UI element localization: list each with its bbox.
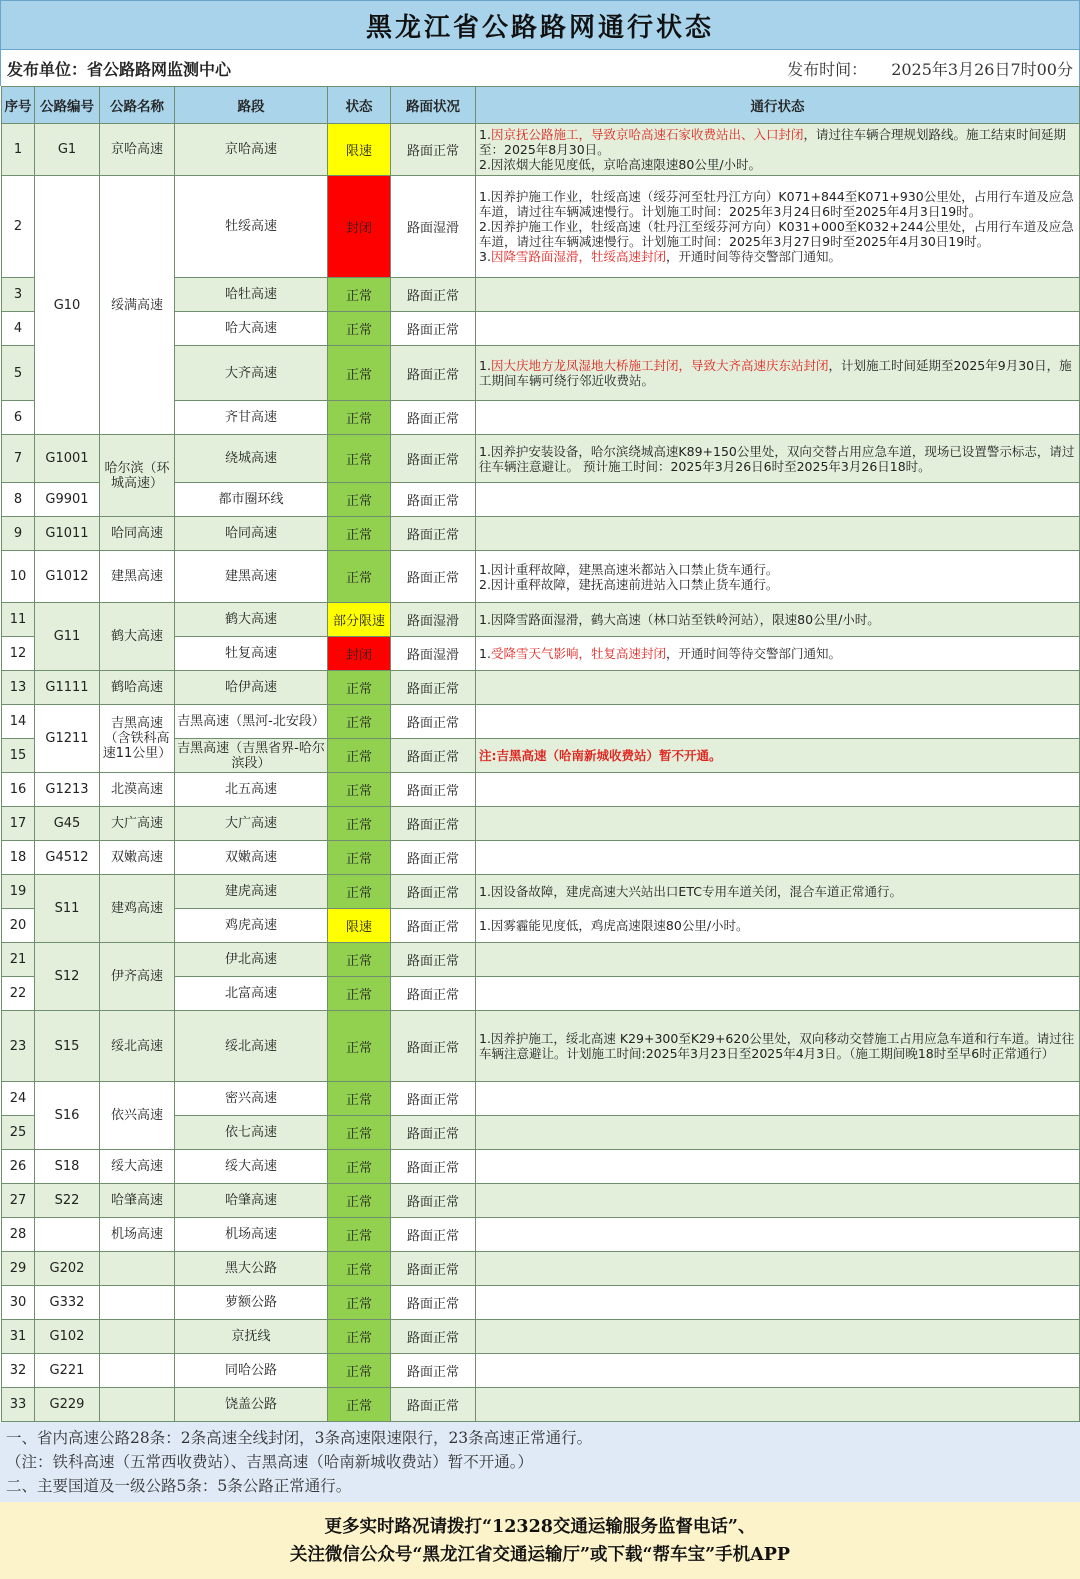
road-segment: 哈肇高速 xyxy=(175,1184,328,1218)
row-index: 2 xyxy=(2,176,35,278)
surface-status: 路面正常 xyxy=(391,401,476,435)
highway-name xyxy=(100,1388,175,1422)
highway-name: 伊齐高速 xyxy=(100,943,175,1011)
surface-status: 路面正常 xyxy=(391,875,476,909)
description-text: 1. xyxy=(479,358,491,373)
description-text: 1.因雾霾能见度低，鸡虎高速限速80公里/小时。 xyxy=(479,918,749,933)
highway-name xyxy=(100,1354,175,1388)
header-traffic: 通行状态 xyxy=(476,87,1080,124)
road-segment: 哈大高速 xyxy=(175,312,328,346)
row-index: 25 xyxy=(2,1116,35,1150)
status-badge: 正常 xyxy=(328,1354,391,1388)
highway-name: 吉黑高速（含铁科高速11公里） xyxy=(100,705,175,773)
traffic-description xyxy=(476,1320,1080,1354)
header-index: 序号 xyxy=(2,87,35,124)
publish-time-label: 发布时间： xyxy=(787,59,868,79)
surface-status: 路面湿滑 xyxy=(391,176,476,278)
summary-line: 二、主要国道及一级公路5条：5条公路正常通行。 xyxy=(6,1477,352,1495)
status-badge: 正常 xyxy=(328,1218,391,1252)
highway-code: G9901 xyxy=(35,483,100,517)
highway-code: S15 xyxy=(35,1011,100,1082)
status-badge: 正常 xyxy=(328,401,391,435)
surface-status: 路面正常 xyxy=(391,1184,476,1218)
description-text: 1.因计重秤故障，建黑高速米都站入口禁止货车通行。 xyxy=(479,561,779,577)
table-row xyxy=(2,1388,1080,1422)
traffic-description xyxy=(476,875,1080,909)
description-text: 2.因计重秤故障，建抚高速前进站入口禁止货车通行。 xyxy=(479,576,779,592)
status-badge: 正常 xyxy=(328,278,391,312)
description-text: ，开通时间等待交警部门通知。 xyxy=(665,249,841,264)
publish-time: 2025年3月26日7时00分 xyxy=(891,59,1073,79)
traffic-description xyxy=(476,483,1080,517)
description-text: 1.因降雪路面湿滑，鹤大高速（林口站至铁岭河站），限速80公里/小时。 xyxy=(479,612,880,627)
row-index: 6 xyxy=(2,401,35,435)
table-header-row xyxy=(2,87,1080,124)
description-text: ，计划施工时间延期至2025年9月30日，施工期间车辆可绕行邻近收费站。 xyxy=(479,358,1072,388)
highway-name: 鹤大高速 xyxy=(100,603,175,671)
header-name: 公路名称 xyxy=(100,87,175,124)
status-badge: 封闭 xyxy=(328,637,391,671)
description-text: 1.因养护施工作业，牡绥高速（绥芬河至牡丹江方向）K071+844至K071+930公里处，占用行车道及应急车道，请过往车辆减速慢行。计划施工时间：2025年3月24日6时至2025年4月3日19时。 xyxy=(479,189,1074,219)
header-segment: 路段 xyxy=(175,87,328,124)
traffic-description xyxy=(476,841,1080,875)
status-badge: 限速 xyxy=(328,909,391,943)
traffic-description xyxy=(476,977,1080,1011)
road-segment: 北五高速 xyxy=(175,773,328,807)
description-text: 1. xyxy=(479,127,491,142)
road-segment: 机场高速 xyxy=(175,1218,328,1252)
traffic-description xyxy=(476,1388,1080,1422)
surface-status: 路面湿滑 xyxy=(391,603,476,637)
table-row xyxy=(2,603,1080,637)
row-index: 4 xyxy=(2,312,35,346)
description-text: 注:吉黑高速（哈南新城收费站）暂不开通。 xyxy=(479,748,722,763)
status-badge: 正常 xyxy=(328,977,391,1011)
description-text: 1.因养护施工，绥北高速 K29+300至K29+620公里处，双向移动交替施工占用应急车道和行车道。请过往车辆注意避让。计划施工时间:2025年3月23日至2025年4月3日。（施工期间晚18时至早6时正常通行） xyxy=(479,1031,1075,1061)
surface-status: 路面正常 xyxy=(391,517,476,551)
table-row xyxy=(2,435,1080,483)
status-badge: 正常 xyxy=(328,807,391,841)
status-badge: 正常 xyxy=(328,1286,391,1320)
row-index: 8 xyxy=(2,483,35,517)
traffic-description xyxy=(476,773,1080,807)
traffic-description xyxy=(476,312,1080,346)
status-badge: 正常 xyxy=(328,1252,391,1286)
road-segment: 鸡虎高速 xyxy=(175,909,328,943)
status-badge: 正常 xyxy=(328,1150,391,1184)
traffic-description xyxy=(476,807,1080,841)
status-badge: 正常 xyxy=(328,739,391,773)
traffic-description xyxy=(476,943,1080,977)
surface-status: 路面湿滑 xyxy=(391,637,476,671)
footer xyxy=(0,1502,1080,1579)
road-segment: 鹤大高速 xyxy=(175,603,328,637)
row-index: 5 xyxy=(2,346,35,401)
summary xyxy=(0,1422,1080,1502)
table-row xyxy=(2,875,1080,909)
highway-code: G11 xyxy=(35,603,100,671)
traffic-description xyxy=(476,909,1080,943)
row-index: 19 xyxy=(2,875,35,909)
row-index: 9 xyxy=(2,517,35,551)
row-index: 23 xyxy=(2,1011,35,1082)
description-text: 因降雪路面湿滑，牡绥高速封闭 xyxy=(490,249,666,264)
status-badge: 正常 xyxy=(328,671,391,705)
highway-code: G1 xyxy=(35,124,100,176)
footer-line: 关注微信公众号“黑龙江省交通运输厅”或下载“帮车宝”手机APP xyxy=(289,1544,791,1565)
row-index: 22 xyxy=(2,977,35,1011)
row-index: 26 xyxy=(2,1150,35,1184)
road-segment: 伊北高速 xyxy=(175,943,328,977)
status-badge: 正常 xyxy=(328,1011,391,1082)
surface-status: 路面正常 xyxy=(391,124,476,176)
table-row xyxy=(2,1286,1080,1320)
road-segment: 同哈公路 xyxy=(175,1354,328,1388)
table-row xyxy=(2,841,1080,875)
row-index: 33 xyxy=(2,1388,35,1422)
status-badge: 正常 xyxy=(328,1320,391,1354)
table-row xyxy=(2,517,1080,551)
highway-code xyxy=(35,1218,100,1252)
row-index: 10 xyxy=(2,551,35,603)
publish-time-block xyxy=(763,57,1073,80)
surface-status: 路面正常 xyxy=(391,773,476,807)
table-row xyxy=(2,124,1080,176)
table-row xyxy=(2,1184,1080,1218)
highway-name: 绥大高速 xyxy=(100,1150,175,1184)
surface-status: 路面正常 xyxy=(391,278,476,312)
road-segment: 齐甘高速 xyxy=(175,401,328,435)
row-index: 31 xyxy=(2,1320,35,1354)
status-badge: 部分限速 xyxy=(328,603,391,637)
surface-status: 路面正常 xyxy=(391,1252,476,1286)
status-badge: 正常 xyxy=(328,841,391,875)
surface-status: 路面正常 xyxy=(391,435,476,483)
highway-name: 建黑高速 xyxy=(100,551,175,603)
description-text: ，开通时间等待交警部门通知。 xyxy=(665,646,841,661)
road-segment: 吉黑高速（吉黑省界-哈尔滨段） xyxy=(175,739,328,773)
highway-name: 哈尔滨（环城高速） xyxy=(100,435,175,517)
header-surface: 路面状况 xyxy=(391,87,476,124)
status-badge: 正常 xyxy=(328,875,391,909)
highway-code: G102 xyxy=(35,1320,100,1354)
status-badge: 正常 xyxy=(328,1082,391,1116)
highway-name: 建鸡高速 xyxy=(100,875,175,943)
highway-code: G1011 xyxy=(35,517,100,551)
description-text: 2.因浓烟大能见度低，京哈高速限速80公里/小时。 xyxy=(479,157,762,172)
traffic-description xyxy=(476,517,1080,551)
highway-name: 哈同高速 xyxy=(100,517,175,551)
highway-name: 大广高速 xyxy=(100,807,175,841)
road-segment: 哈牡高速 xyxy=(175,278,328,312)
surface-status: 路面正常 xyxy=(391,943,476,977)
row-index: 15 xyxy=(2,739,35,773)
surface-status: 路面正常 xyxy=(391,1218,476,1252)
highway-code: G202 xyxy=(35,1252,100,1286)
traffic-description xyxy=(476,401,1080,435)
highway-name: 鹤哈高速 xyxy=(100,671,175,705)
traffic-description xyxy=(476,1184,1080,1218)
table-row xyxy=(2,773,1080,807)
traffic-description xyxy=(476,551,1080,603)
description-text: ，请过往车辆合理规划路线。施工结束时间延期至：2025年8月30日。 xyxy=(479,127,1066,157)
road-segment: 绕城高速 xyxy=(175,435,328,483)
highway-code: G45 xyxy=(35,807,100,841)
surface-status: 路面正常 xyxy=(391,551,476,603)
traffic-description xyxy=(476,603,1080,637)
highway-name: 京哈高速 xyxy=(100,124,175,176)
row-index: 13 xyxy=(2,671,35,705)
publisher: 发布单位：省公路路网监测中心 xyxy=(7,59,232,79)
surface-status: 路面正常 xyxy=(391,977,476,1011)
status-badge: 正常 xyxy=(328,517,391,551)
table-row xyxy=(2,551,1080,603)
traffic-description xyxy=(476,124,1080,176)
description-text: 2.因养护施工作业，牡绥高速（牡丹江至绥芬河方向）K031+000至K032+244公里处，占用行车道及应急车道，请过往车辆减速慢行。计划施工时间：2025年3月27日9时至2025年4月30日19时。 xyxy=(479,219,1074,249)
row-index: 3 xyxy=(2,278,35,312)
surface-status: 路面正常 xyxy=(391,1011,476,1082)
traffic-description xyxy=(476,671,1080,705)
surface-status: 路面正常 xyxy=(391,1354,476,1388)
highway-name xyxy=(100,1286,175,1320)
header-code: 公路编号 xyxy=(35,87,100,124)
description-text: 因大庆地方龙凤湿地大桥施工封闭，导致大齐高速庆东站封闭 xyxy=(490,358,829,373)
status-badge: 正常 xyxy=(328,1184,391,1218)
highway-code: S16 xyxy=(35,1082,100,1150)
traffic-description xyxy=(476,278,1080,312)
road-segment: 依七高速 xyxy=(175,1116,328,1150)
road-segment: 吉黑高速（黑河-北安段） xyxy=(175,705,328,739)
highway-code: G1213 xyxy=(35,773,100,807)
highway-name xyxy=(100,1252,175,1286)
highway-name: 依兴高速 xyxy=(100,1082,175,1150)
description-text: 因京抚公路施工，导致京哈高速石家收费站出、入口封闭 xyxy=(490,127,804,142)
road-segment: 饶盖公路 xyxy=(175,1388,328,1422)
surface-status: 路面正常 xyxy=(391,1286,476,1320)
highway-code: G1111 xyxy=(35,671,100,705)
surface-status: 路面正常 xyxy=(391,1320,476,1354)
surface-status: 路面正常 xyxy=(391,1150,476,1184)
traffic-description xyxy=(476,1286,1080,1320)
road-segment: 大广高速 xyxy=(175,807,328,841)
highway-code: S12 xyxy=(35,943,100,1011)
status-table xyxy=(1,86,1080,1422)
highway-code: S22 xyxy=(35,1184,100,1218)
road-segment: 牡复高速 xyxy=(175,637,328,671)
highway-code: G1012 xyxy=(35,551,100,603)
row-index: 12 xyxy=(2,637,35,671)
row-index: 11 xyxy=(2,603,35,637)
surface-status: 路面正常 xyxy=(391,671,476,705)
description-text: 1.因设备故障，建虎高速大兴站出口ETC专用车道关闭，混合车道正常通行。 xyxy=(479,884,902,899)
surface-status: 路面正常 xyxy=(391,739,476,773)
highway-code: G221 xyxy=(35,1354,100,1388)
road-segment: 哈同高速 xyxy=(175,517,328,551)
traffic-description xyxy=(476,1150,1080,1184)
traffic-description xyxy=(476,1082,1080,1116)
traffic-description xyxy=(476,705,1080,739)
table-row xyxy=(2,943,1080,977)
description-text: 受降雪天气影响，牡复高速封闭 xyxy=(490,646,666,661)
row-index: 28 xyxy=(2,1218,35,1252)
table-row xyxy=(2,1354,1080,1388)
highway-name: 绥满高速 xyxy=(100,176,175,435)
row-index: 29 xyxy=(2,1252,35,1286)
page-title: 黑龙江省公路路网通行状态 xyxy=(0,0,1080,50)
highway-name: 绥北高速 xyxy=(100,1011,175,1082)
row-index: 21 xyxy=(2,943,35,977)
road-segment: 牡绥高速 xyxy=(175,176,328,278)
surface-status: 路面正常 xyxy=(391,705,476,739)
description-text: 3. xyxy=(479,249,491,264)
road-segment: 黑大公路 xyxy=(175,1252,328,1286)
row-index: 14 xyxy=(2,705,35,739)
highway-code: S11 xyxy=(35,875,100,943)
table-row xyxy=(2,671,1080,705)
traffic-description xyxy=(476,176,1080,278)
table-row xyxy=(2,176,1080,278)
table-row xyxy=(2,1320,1080,1354)
highway-code: G332 xyxy=(35,1286,100,1320)
surface-status: 路面正常 xyxy=(391,346,476,401)
surface-status: 路面正常 xyxy=(391,483,476,517)
info-bar xyxy=(0,50,1080,86)
highway-name: 机场高速 xyxy=(100,1218,175,1252)
table-row xyxy=(2,1252,1080,1286)
highway-name xyxy=(100,1320,175,1354)
table-row xyxy=(2,1011,1080,1082)
row-index: 16 xyxy=(2,773,35,807)
summary-line: （注：铁科高速（五常西收费站）、吉黑高速（哈南新城收费站）暂不开通。） xyxy=(6,1453,534,1471)
road-segment: 大齐高速 xyxy=(175,346,328,401)
status-badge: 正常 xyxy=(328,943,391,977)
highway-code: G1001 xyxy=(35,435,100,483)
traffic-description xyxy=(476,1218,1080,1252)
row-index: 20 xyxy=(2,909,35,943)
traffic-description xyxy=(476,1252,1080,1286)
header-status: 状态 xyxy=(328,87,391,124)
road-segment: 都市圈环线 xyxy=(175,483,328,517)
status-badge: 正常 xyxy=(328,551,391,603)
table-row xyxy=(2,1150,1080,1184)
highway-code: G1211 xyxy=(35,705,100,773)
table-row xyxy=(2,1082,1080,1116)
status-badge: 正常 xyxy=(328,346,391,401)
traffic-description xyxy=(476,1354,1080,1388)
table-row xyxy=(2,807,1080,841)
surface-status: 路面正常 xyxy=(391,807,476,841)
status-badge: 正常 xyxy=(328,435,391,483)
surface-status: 路面正常 xyxy=(391,909,476,943)
road-segment: 建黑高速 xyxy=(175,551,328,603)
highway-code: G229 xyxy=(35,1388,100,1422)
traffic-description xyxy=(476,435,1080,483)
status-badge: 正常 xyxy=(328,705,391,739)
road-segment: 萝额公路 xyxy=(175,1286,328,1320)
traffic-description xyxy=(476,1116,1080,1150)
status-badge: 正常 xyxy=(328,773,391,807)
row-index: 17 xyxy=(2,807,35,841)
highway-code: G10 xyxy=(35,176,100,435)
row-index: 30 xyxy=(2,1286,35,1320)
row-index: 24 xyxy=(2,1082,35,1116)
surface-status: 路面正常 xyxy=(391,841,476,875)
status-badge: 正常 xyxy=(328,312,391,346)
highway-name: 北漠高速 xyxy=(100,773,175,807)
surface-status: 路面正常 xyxy=(391,1388,476,1422)
summary-line: 一、省内高速公路28条：2条高速全线封闭，3条高速限速限行，23条高速正常通行。 xyxy=(6,1429,593,1447)
highway-code: G4512 xyxy=(35,841,100,875)
row-index: 1 xyxy=(2,124,35,176)
row-index: 27 xyxy=(2,1184,35,1218)
status-badge: 封闭 xyxy=(328,176,391,278)
status-badge: 正常 xyxy=(328,1116,391,1150)
road-segment: 北富高速 xyxy=(175,977,328,1011)
road-segment: 京哈高速 xyxy=(175,124,328,176)
surface-status: 路面正常 xyxy=(391,1116,476,1150)
road-segment: 绥大高速 xyxy=(175,1150,328,1184)
table-row xyxy=(2,705,1080,739)
row-index: 7 xyxy=(2,435,35,483)
description-text: 1.因养护安装设备，哈尔滨绕城高速K89+150公里处，双向交替占用应急车道，现场已设置警示标志，请过往车辆注意避让。 预计施工时间：2025年3月26日6时至2025年3月26日18时。 xyxy=(479,443,1075,474)
row-index: 18 xyxy=(2,841,35,875)
description-text: 1. xyxy=(479,646,491,661)
road-segment: 绥北高速 xyxy=(175,1011,328,1082)
highway-name: 哈肇高速 xyxy=(100,1184,175,1218)
status-badge: 限速 xyxy=(328,124,391,176)
surface-status: 路面正常 xyxy=(391,312,476,346)
table-body xyxy=(2,124,1080,1422)
traffic-description xyxy=(476,739,1080,773)
traffic-description xyxy=(476,346,1080,401)
surface-status: 路面正常 xyxy=(391,1082,476,1116)
road-segment: 双嫩高速 xyxy=(175,841,328,875)
footer-line: 更多实时路况请拨打“12328交通运输服务监督电话”、 xyxy=(324,1516,756,1537)
status-badge: 正常 xyxy=(328,1388,391,1422)
traffic-description xyxy=(476,1011,1080,1082)
road-segment: 密兴高速 xyxy=(175,1082,328,1116)
row-index: 32 xyxy=(2,1354,35,1388)
road-segment: 哈伊高速 xyxy=(175,671,328,705)
table-row xyxy=(2,1218,1080,1252)
highway-name: 双嫩高速 xyxy=(100,841,175,875)
road-segment: 建虎高速 xyxy=(175,875,328,909)
status-badge: 正常 xyxy=(328,483,391,517)
traffic-description xyxy=(476,637,1080,671)
road-segment: 京抚线 xyxy=(175,1320,328,1354)
highway-code: S18 xyxy=(35,1150,100,1184)
